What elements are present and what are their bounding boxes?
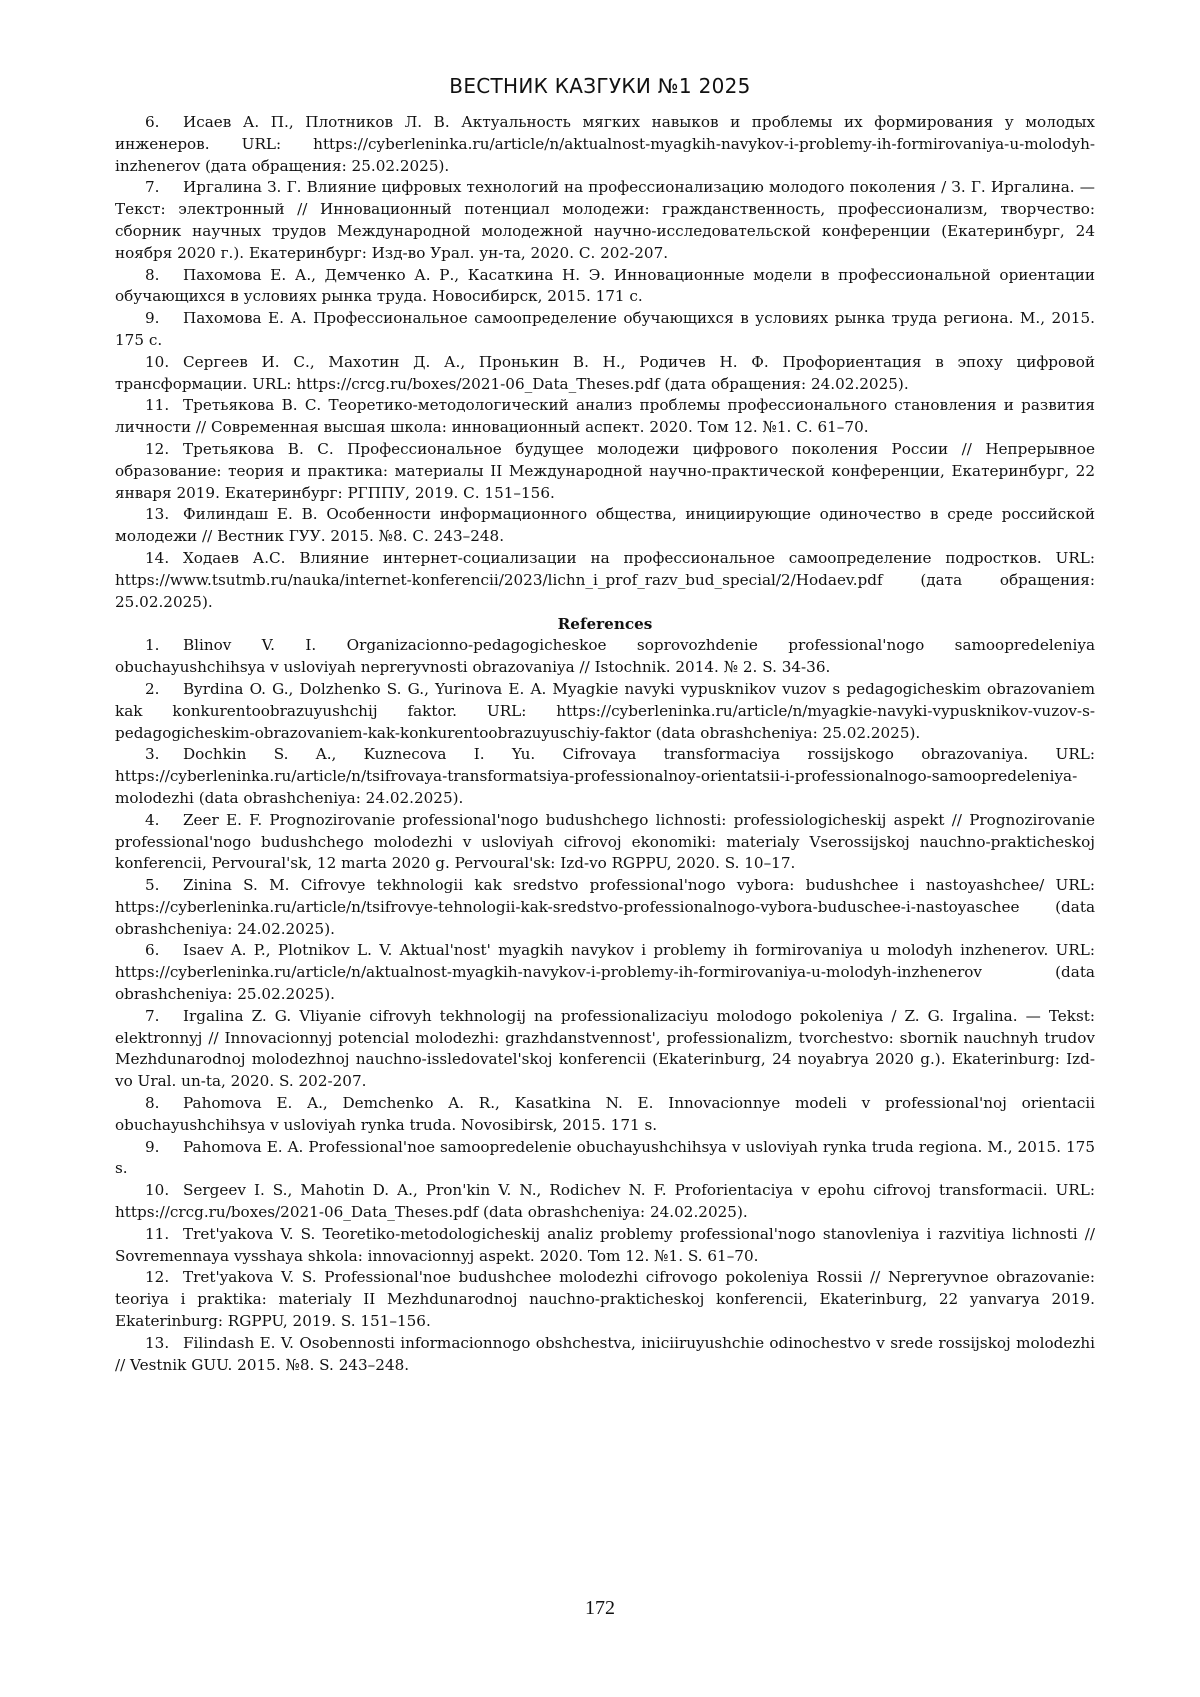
reference-entry (115, 1267, 1095, 1332)
reference-number: 8. (145, 265, 160, 284)
russian-reference-list (115, 112, 1095, 613)
reference-text: Zinina S. M. Cifrovye tekhnologii kak sredstvo professional'nogo vybora: budushchee i nastoyashchee/ URL: https://cyberleninka.ru/article/n/tsifrovye-tehnologii-kak-sredstvo-professionalnogo-vybora-buduschee-i-nastoyaschee (data obrashcheniya: 24.02.2025). (115, 876, 1095, 938)
reference-text: Третьякова В. С. Теоретико-методологический анализ проблемы профессионального становления и развития личности // Современная высшая школа: инновационный аспект. 2020. Том 12. №1. С. 61–70. (115, 396, 1095, 437)
reference-text: Dochkin S. A., Kuznecova I. Yu. Cifrovaya transformaciya rossijskogo obrazovaniya. URL: https://cyberleninka.ru/article/n/tsifrovaya-transformatsiya-professionalnoy-orientatsii-i-professionalnogo-samoopredeleniya-molodezhi (data obrashcheniya: 24.02.2025). (115, 745, 1095, 807)
reference-entry (115, 1093, 1095, 1137)
reference-number: 13. (145, 1333, 170, 1352)
reference-entry (115, 1333, 1095, 1377)
reference-text: Иргалина З. Г. Влияние цифровых технологий на профессионализацию молодого поколения / З. Г. Иргалина. — Текст: электронный // Инновационный потенциал молодежи: гражданственность, профессионализм, творчество: сборник научных трудов Международной молодежной научно-исследовательской конференции (Екатеринбург, 24 ноября 2020 г.). Екатеринбург: Изд-во Урал. ун-та, 2020. С. 202-207. (115, 178, 1095, 262)
journal-running-head: ВЕСТНИК КАЗГУКИ №1 2025 (449, 74, 751, 98)
reference-entry (115, 352, 1095, 396)
reference-number: 6. (145, 941, 160, 960)
reference-number: 3. (145, 745, 160, 764)
reference-number: 9. (145, 1137, 160, 1156)
reference-entry (115, 744, 1095, 809)
reference-text: Isaev A. P., Plotnikov L. V. Aktual'nost' myagkih navykov i problemy ih formirovaniya u molodyh inzhenerov. URL: https://cyberleninka.ru/article/n/aktualnost-myagkih-navykov-i-problemy-ih-formirovaniya-u-molodyh-inzhenerov (data obrashcheniya: 25.02.2025). (115, 941, 1095, 1004)
references-heading: References (557, 615, 653, 634)
reference-entry (115, 1180, 1095, 1224)
reference-entry (115, 112, 1095, 177)
reference-entry (115, 635, 1095, 679)
reference-entry (115, 940, 1095, 1005)
reference-text: Tret'yakova V. S. Teoretiko-metodologicheskij analiz problemy professional'nogo stanovleniya i razvitiya lichnosti // Sovremennaya vysshaya shkola: innovacionnyj aspekt. 2020. Tom 12. №1. S. 61–70. (115, 1224, 1095, 1265)
reference-text: Zeer E. F. Prognozirovanie professional'nogo budushchego lichnosti: professiologicheskij aspekt // Prognozirovanie professional'nogo budushchego molodezhi v usloviyah cifrovoj ekonomiki: materialy Vserossijskoj nauchno-prakticheskoj konferencii, Pervoural'sk, 12 marta 2020 g. Pervoural'sk: Izd-vo RGPPU, 2020. S. 10–17. (115, 810, 1095, 873)
reference-number: 6. (145, 113, 160, 131)
reference-number: 11. (145, 1224, 170, 1243)
reference-entry (115, 810, 1095, 875)
reference-entry (115, 504, 1095, 548)
reference-number: 11. (145, 396, 170, 415)
reference-number: 10. (145, 1181, 170, 1200)
reference-number: 7. (145, 178, 160, 197)
reference-number: 5. (145, 876, 160, 895)
reference-text: Pahomova E. A. Professional'noe samoopredelenie obuchayushchihsya v usloviyah rynka truda regiona. M., 2015. 175 s. (115, 1137, 1095, 1178)
reference-entry (115, 395, 1095, 439)
reference-number: 12. (145, 439, 170, 458)
reference-text: Пахомова Е. А., Демченко А. Р., Касаткина Н. Э. Инновационные модели в профессиональной ориентации обучающихся в условиях рынка труда. Новосибирск, 2015. 171 с. (115, 265, 1095, 306)
reference-entry (115, 1006, 1095, 1093)
reference-entry (115, 308, 1095, 352)
reference-entry (115, 548, 1095, 613)
reference-number: 7. (145, 1006, 160, 1025)
page-number: 172 (585, 1597, 615, 1619)
reference-number: 12. (145, 1268, 170, 1287)
reference-list-content (115, 112, 1095, 1376)
reference-number: 2. (145, 679, 160, 698)
reference-text: Пахомова Е. А. Профессиональное самоопределение обучающихся в условиях рынка труда региона. М., 2015. 175 с. (115, 309, 1095, 349)
english-reference-list (115, 635, 1095, 1376)
reference-entry (115, 1137, 1095, 1181)
reference-number: 10. (145, 352, 170, 371)
reference-text: Irgalina Z. G. Vliyanie cifrovyh tekhnologij na professionalizaciyu molodogo pokoleniya / Z. G. Irgalina. — Tekst: elektronnyj // Innovacionnyj potencial molodezhi: grazhdanstvennost', professionalizm, tvorchestvo: sbornik nauchnyh trudov Mezhdunarodnoj molodezhnoj nauchno-issledovatel'skoj konferencii (Ekaterinburg, 24 noyabrya 2020 g.). Ekaterinburg: Izd-vo Ural. un-ta, 2020. S. 202-207. (115, 1006, 1095, 1091)
reference-number: 13. (145, 505, 170, 524)
reference-text: Сергеев И. С., Махотин Д. А., Пронькин В. Н., Родичев Н. Ф. Профориентация в эпоху цифровой трансформации. URL: https://crcg.ru/boxes/2021-06_Data_Theses.pdf (дата обращения: 24.02.2025). (115, 352, 1095, 393)
reference-entry (115, 875, 1095, 940)
reference-entry (115, 439, 1095, 504)
reference-text: Sergeev I. S., Mahotin D. A., Pron'kin V. N., Rodichev N. F. Proforientaciya v epohu cifrovoj transformacii. URL: https://crcg.ru/boxes/2021-06_Data_Theses.pdf (data obrashcheniya: 24.02.2025). (115, 1181, 1095, 1222)
reference-entry (115, 679, 1095, 744)
reference-entry (115, 1224, 1095, 1268)
reference-text: Исаев А. П., Плотников Л. В. Актуальность мягких навыков и проблемы их формирования у молодых инженеров. URL: https://cyberleninka.ru/article/n/aktualnost-myagkih-navykov-i-problemy-ih-formirovaniya-u-molodyh-inzhenerov (дата обращения: 25.02.2025). (115, 113, 1095, 175)
reference-text: Pahomova E. A., Demchenko A. R., Kasatkina N. E. Innovacionnye modeli v professional'noj orientacii obuchayushchihsya v usloviyah rynka truda. Novosibirsk, 2015. 171 s. (115, 1094, 1095, 1134)
reference-text: Третьякова В. С. Профессиональное будущее молодежи цифрового поколения России // Непрерывное образование: теория и практика: материалы II Международной научно-практической конференции, Екатеринбург, 22 января 2019. Екатеринбург: РГППУ, 2019. С. 151–156. (115, 439, 1095, 502)
reference-number: 9. (145, 309, 160, 328)
reference-text: Filindash E. V. Osobennosti informacionnogo obshchestva, iniciiruyushchie odinochestvo v srede rossijskoj molodezhi // Vestnik GUU. 2015. №8. S. 243–248. (115, 1333, 1095, 1374)
reference-entry (115, 177, 1095, 264)
reference-entry (115, 265, 1095, 309)
reference-number: 8. (145, 1094, 160, 1113)
reference-text: Byrdina O. G., Dolzhenko S. G., Yurinova E. A. Myagkie navyki vypusknikov vuzov s pedagogicheskim obrazovaniem kak konkurentoobrazuyushchij faktor. URL: https://cyberleninka.ru/article/n/myagkie-navyki-vypusknikov-vuzov-s-pedagogicheskim-obrazovaniem-kak-konkurentoobrazuyuschiy-faktor (data obrashcheniya: 25.02.2025). (115, 679, 1095, 742)
reference-number: 14. (145, 548, 170, 567)
reference-number: 1. (145, 636, 160, 655)
reference-text: Филиндаш Е. В. Особенности информационного общества, инициирующие одиночество в среде российской молодежи // Вестник ГУУ. 2015. №8. С. 243–248. (115, 505, 1095, 546)
reference-number: 4. (145, 810, 160, 829)
reference-text: Blinov V. I. Organizacionno-pedagogicheskoe soprovozhdenie professional'nogo samoopredeleniya obuchayushchihsya v usloviyah nepreryvnosti obrazovaniya // Istochnik. 2014. № 2. S. 34-36. (115, 636, 1095, 677)
reference-text: Tret'yakova V. S. Professional'noe budushchee molodezhi cifrovogo pokoleniya Rossii // Nepreryvnoe obrazovanie: teoriya i praktika: materialy II Mezhdunarodnoj nauchno-prakticheskoj konferencii, Ekaterinburg, 22 yanvarya 2019. Ekaterinburg: RGPPU, 2019. S. 151–156. (115, 1268, 1095, 1331)
reference-text: Ходаев А.С. Влияние интернет-социализации на профессиональное самоопределение подростков. URL: https://www.tsutmb.ru/nauka/internet-konferencii/2023/lichn_i_prof_razv_bud_special/2/Hodaev.pdf (дата обращения: 25.02.2025). (115, 548, 1095, 611)
